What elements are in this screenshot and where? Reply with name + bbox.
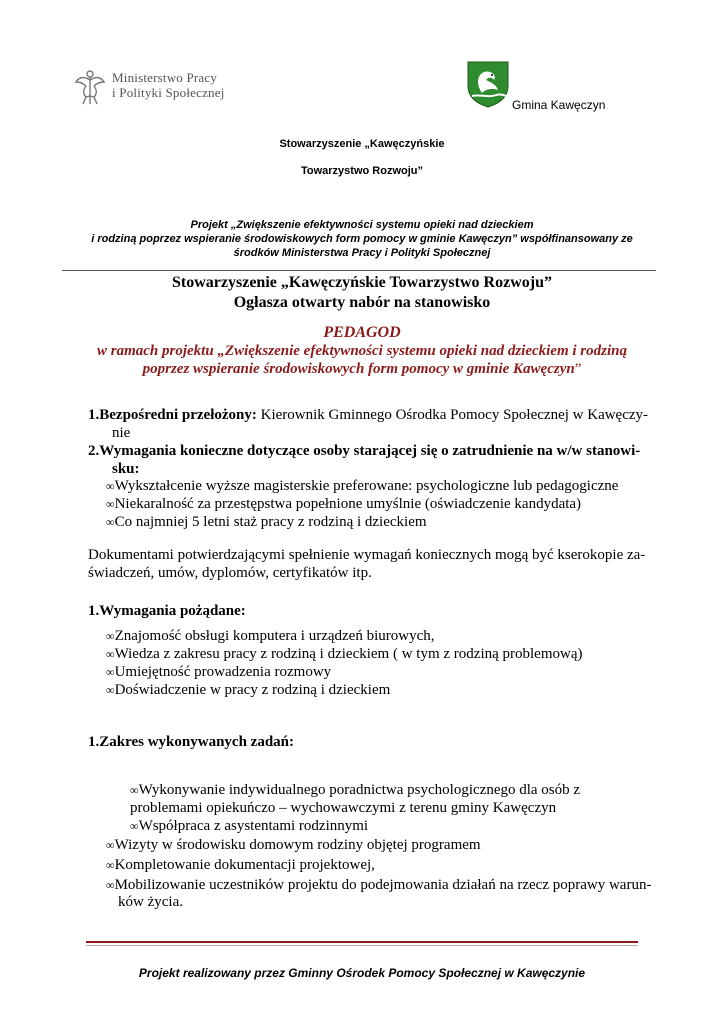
supervisor-label: 1.Bezpośredni przełożony:	[88, 407, 257, 423]
bullet-icon: ∞	[106, 858, 115, 872]
tasks-heading: 1.Zakres wykonywanych zadań:	[88, 734, 295, 750]
gmina-name: Gmina Kawęczyn	[512, 98, 606, 112]
documents-line1: Dokumentami potwierdzającymi spełnienie wymagań koniecznych mogą być kserokopie za-	[88, 547, 646, 563]
list-item: ∞Znajomość obsługi komputera i urządzeń biurowych,	[106, 628, 435, 644]
list-item: ∞Wizyty w środowisku domowym rodziny objętej programem	[106, 837, 481, 853]
title-line2: Ogłasza otwarty nabór na stanowisko	[233, 294, 491, 311]
desired-heading: 1.Wymagania pożądane:	[88, 603, 246, 619]
ministry-line1: Ministerstwo Pracy	[112, 70, 218, 85]
footer-text: Projekt realizowany przez Gminny Ośrodek Pomocy Społecznej w Kawęczynie	[138, 966, 586, 980]
supervisor-line1	[88, 406, 648, 424]
list-item: ∞Współpraca z asystentami rodzinnymi	[130, 818, 369, 834]
position-title: PEDAGOD	[323, 324, 401, 341]
eagle-emblem-icon	[74, 66, 106, 106]
list-item: ∞Doświadczenie w pracy z rodziną i dzieckiem	[106, 682, 391, 698]
supervisor-text: Kierownik Gminnego Ośrodka Pomocy Społecznej w Kawęczy-	[260, 407, 649, 423]
position-subtitle-text: poprzez wspieranie środowiskowych form pomocy w gminie Kawęczyn	[142, 361, 575, 377]
footer-divider	[86, 941, 638, 943]
bullet-icon: ∞	[130, 819, 139, 833]
requirements-heading-line2: sku:	[112, 461, 140, 477]
bullet-icon: ∞	[130, 783, 139, 797]
supervisor-line2: nie	[112, 425, 131, 441]
position-subtitle-quote: ”	[574, 361, 582, 377]
project-line3: środków Ministerstwa Pracy i Polityki Społecznej	[233, 247, 491, 259]
documents-line2: świadczeń, umów, dyplomów, certyfikatów itp.	[88, 565, 372, 581]
bullet-icon: ∞	[106, 497, 115, 511]
list-item-continuation: problemami opiekuńczo – wychowawczymi z terenu gminy Kawęczyn	[130, 800, 557, 816]
project-line2: i rodziną poprzez wspieranie środowiskowych form pomocy w gminie Kawęczyn” współfinansowany ze	[91, 233, 633, 245]
position-subtitle-line1: w ramach projektu „Zwiększenie efektywności systemu opieki nad dzieckiem i rodziną	[97, 343, 627, 359]
list-item: ∞Wykonywanie indywidualnego poradnictwa psychologicznego dla osób z	[130, 782, 581, 798]
bullet-icon: ∞	[106, 629, 115, 643]
title-line1: Stowarzyszenie „Kawęczyńskie Towarzystwo Rozwoju”	[172, 274, 552, 291]
bullet-icon: ∞	[106, 683, 115, 697]
ministry-line2: i Polityki Społecznej	[112, 85, 225, 100]
list-item: ∞Mobilizowanie uczestników projektu do podejmowania działań na rzecz poprawy warun-	[106, 877, 652, 893]
list-item: ∞Umiejętność prowadzenia rozmowy	[106, 664, 332, 680]
association-line1: Stowarzyszenie „Kawęczyńskie	[279, 138, 445, 150]
bullet-icon: ∞	[106, 479, 115, 493]
project-line1: Projekt „Zwiększenie efektywności systemu opieki nad dzieckiem	[190, 219, 534, 231]
bullet-icon: ∞	[106, 838, 115, 852]
association-line2: Towarzystwo Rozwoju”	[300, 165, 424, 177]
list-item: ∞Wykształcenie wyższe magisterskie preferowane: psychologiczne lub pedagogiczne	[106, 478, 619, 494]
list-item-continuation: ków życia.	[118, 894, 183, 910]
bullet-icon: ∞	[106, 515, 115, 529]
list-item: ∞Co najmniej 5 letni staż pracy z rodziną i dzieckiem	[106, 514, 427, 530]
list-item: ∞Kompletowanie dokumentacji projektowej,	[106, 857, 375, 873]
bullet-icon: ∞	[106, 878, 115, 892]
header-divider	[62, 270, 656, 271]
list-item: ∞Wiedza z zakresu pracy z rodziną i dzieckiem ( w tym z rodziną problemową)	[106, 646, 583, 662]
ministry-name	[112, 70, 225, 100]
gmina-crest-icon	[466, 60, 510, 108]
list-item: ∞Niekaralność za przestępstwa popełnione umyślnie (oświadczenie kandydata)	[106, 496, 582, 512]
position-subtitle-line2	[0, 361, 724, 378]
footer-divider-shadow	[86, 945, 638, 946]
gmina-coat-of-arms	[466, 60, 510, 108]
bullet-icon: ∞	[106, 647, 115, 661]
bullet-icon: ∞	[106, 665, 115, 679]
requirements-heading-line1: 2.Wymagania konieczne dotyczące osoby starającej się o zatrudnienie na w/w stanowi-	[88, 443, 641, 459]
